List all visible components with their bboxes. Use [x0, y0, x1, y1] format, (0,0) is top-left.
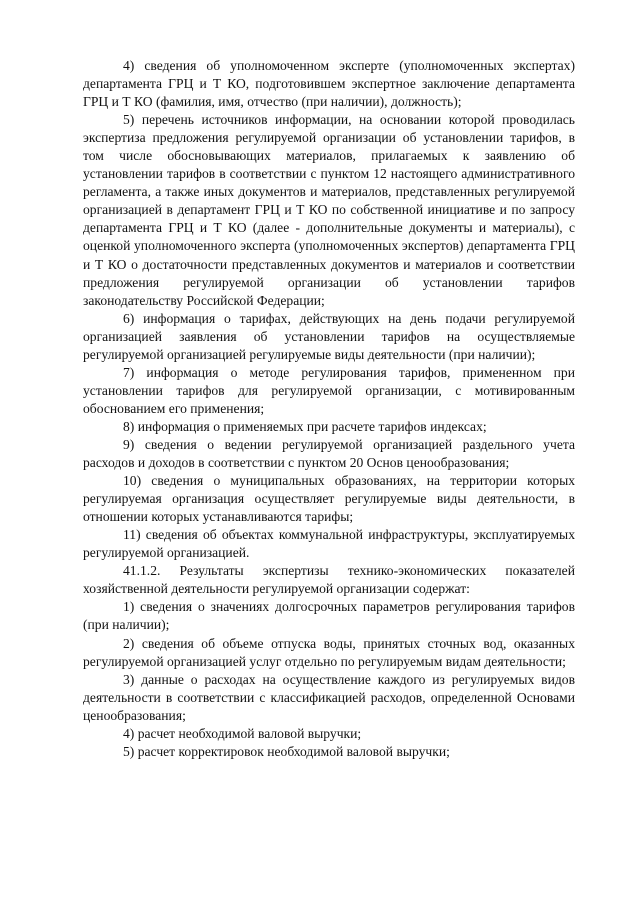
- paragraph-6-current-tariffs: 6) информация о тарифах, действующих на день подачи регулируемой организацией заявления об установлении тарифов на осуществляемые регулируемой организацией регулируемые виды деятельности (при наличии);: [83, 310, 575, 362]
- paragraph-41-1-2-results: 41.1.2. Результаты экспертизы технико-экономических показателей хозяйственной деятельности регулируемой организации содержат:: [83, 563, 575, 597]
- paragraph-4-gross-revenue: 4) расчет необходимой валовой выручки;: [123, 725, 362, 741]
- paragraph-2-supply-volume: 2) сведения об объеме отпуска воды, принятых сточных вод, оказанных регулируемой организацией услуг отдельно по регулируемым видам деятельности;: [83, 635, 575, 669]
- paragraph-3-expenses: 3) данные о расходах на осуществление каждого из регулируемых видов деятельности в соответствии с классификацией расходов, определенной Основами ценообразования;: [83, 671, 575, 723]
- document-body: [83, 57, 575, 761]
- paragraph-5-information-sources: 5) перечень источников информации, на основании которой проводилась экспертиза предложения регулируемой организации об установлении тарифов, в том числе обосновывающих материалов, прилагаемых к заявлению об установлении тарифов в соответствии с пунктом 12 настоящего административного регламента, а также иных документов и материалов, представленных регулируемой организацией в департамент ГРЦ и Т КО по собственной инициативе и по запросу департамента ГРЦ и Т КО (далее - дополнительные документы и материалы), с оценкой уполномоченного эксперта (уполномоченных экспертов) департамента ГРЦ и Т КО о достаточности представленных документов и материалов и соответствии предложения регулируемой организации об установлении тарифов законодательству Российской Федерации;: [83, 112, 575, 308]
- paragraph-9-separate-accounting: 9) сведения о ведении регулируемой организацией раздельного учета расходов и доходов в соответствии с пунктом 20 Основ ценообразования;: [83, 436, 575, 471]
- paragraph-1-long-term-parameters: 1) сведения о значениях долгосрочных параметров регулирования тарифов (при наличии);: [83, 599, 575, 633]
- paragraph-8-indices: 8) информация о применяемых при расчете тарифов индексах;: [123, 418, 487, 434]
- paragraph-7-regulation-method: 7) информация о методе регулирования тарифов, примененном при установлении тарифов для регулируемой организации, с мотивированным обоснованием его применения;: [83, 364, 575, 416]
- paragraph-10-municipalities: 10) сведения о муниципальных образованиях, на территории которых регулируемая организация осуществляет регулируемые виды деятельности, в отношении которых устанавливаются тарифы;: [83, 473, 575, 525]
- paragraph-11-infrastructure: 11) сведения об объектах коммунальной инфраструктуры, эксплуатируемых регулируемой организацией.: [83, 527, 575, 561]
- paragraph-5-revenue-adjustments: 5) расчет корректировок необходимой валовой выручки;: [123, 743, 450, 759]
- paragraph-4-expert-info: 4) сведения об уполномоченном эксперте (уполномоченных экспертах) департамента ГРЦ и Т КО, подготовившем экспертное заключение департамента ГРЦ и Т КО (фамилия, имя, отчество (при наличии), должность);: [83, 58, 575, 110]
